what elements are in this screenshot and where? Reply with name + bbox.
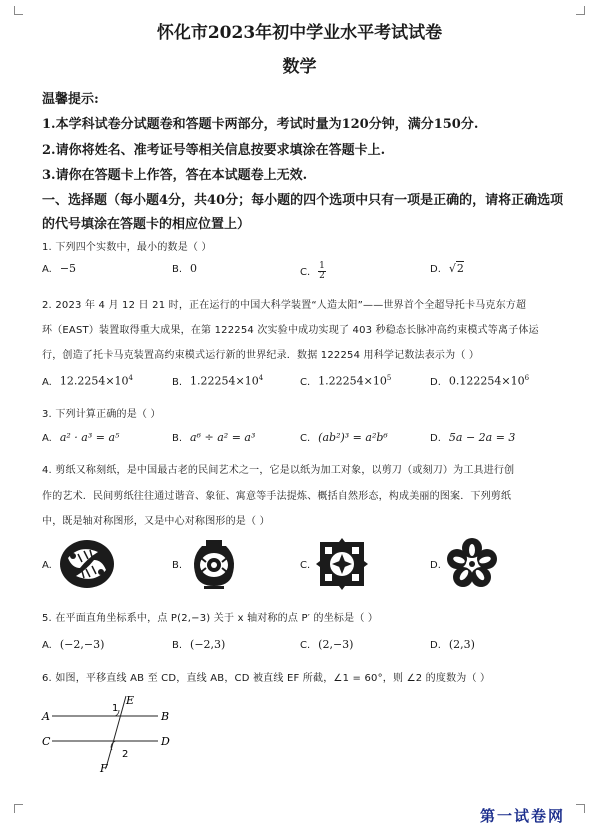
notice-item: 3.请你在答题卡上作答，答在本试题卷上无效. xyxy=(42,168,308,183)
q2-options xyxy=(42,374,561,392)
q3-option-d: D. 5a − 2a = 3 xyxy=(430,431,516,444)
q3-option-b: B. a⁶ ÷ a² = a³ xyxy=(172,431,256,444)
watermark-brand: 第一试卷网 xyxy=(479,807,565,825)
q3-stem: 3. 下列计算正确的是（ ） xyxy=(42,409,161,420)
q2-option-a: A. $12.2254\times 10^4$ xyxy=(42,374,134,388)
q1-stem: 1. 下列四个实数中，最小的数是（ ） xyxy=(42,242,212,253)
q2-option-d: D. $0.122254\times 10^6$ xyxy=(430,374,530,388)
flower-papercut-image xyxy=(446,538,498,590)
point-label-e: E xyxy=(126,694,135,707)
q6-stem: 6. 如图，平移直线 AB 至 CD，直线 AB，CD 被直线 EF 所截，∠1 = 60°，则 ∠2 的度数为（ ） xyxy=(42,673,491,684)
q5-stem: 5. 在平面直角坐标系中，点 P(2,−3) 关于 x 轴对称的点 P′ 的坐标是（ ） xyxy=(42,613,379,624)
corner-mark xyxy=(14,6,23,15)
fish-papercut-image xyxy=(58,538,116,590)
notice-item: 2.请你将姓名、准考证号等相关信息按要求填涂在答题卡上. xyxy=(42,143,386,158)
notice-heading: 温馨提示: xyxy=(42,92,99,107)
corner-mark xyxy=(576,6,585,15)
q5-option-a: A. (−2,−3) xyxy=(42,638,105,651)
vase-papercut-image xyxy=(188,538,240,590)
q1-options xyxy=(42,262,561,280)
parallel-lines-figure xyxy=(40,694,190,774)
point-label-d: D xyxy=(161,735,170,748)
q3-options xyxy=(42,431,561,449)
point-label-a: A xyxy=(42,710,50,723)
angle-2-label: 2 xyxy=(122,749,129,760)
corner-mark xyxy=(14,804,23,813)
q4-stem-line: 中，既是轴对称图形，又是中心对称图形的是（ ） xyxy=(42,516,270,527)
point-label-b: B xyxy=(161,710,170,723)
q3-option-c: C. (ab²)³ = a²b⁶ xyxy=(300,431,388,444)
notice-item: 1.本学科试卷分试题卷和答题卡两部分，考试时量为120分钟，满分150分. xyxy=(42,117,479,132)
q5-option-b: B. (−2,3) xyxy=(172,638,226,651)
q2-option-b: B. $1.22254\times 10^4$ xyxy=(172,374,264,388)
q4-stem-line: 作的艺术．民间剪纸往往通过谐音、象征、寓意等手法提炼、概括自然形态，构成美丽的图案．下列剪纸 xyxy=(42,491,512,502)
section-heading-cont: 的代号填涂在答题卡的相应位置上） xyxy=(42,217,251,232)
corner-mark xyxy=(576,804,585,813)
q4-stem-line: 4. 剪纸又称刻纸，是中国最古老的民间艺术之一，它是以纸为加工对象，以剪刀（或刻刀）为工具进行创 xyxy=(42,465,515,476)
subject-title: 数学 xyxy=(282,57,317,77)
q1-option-d: D. √2 xyxy=(430,262,464,275)
point-label-f: F xyxy=(100,762,108,774)
q5-option-d: D. (2,3) xyxy=(430,638,475,651)
q2-stem-line: 2. 2023 年 4 月 12 日 21 时，正在运行的中国大科学装置“人造太阳”——世界首个全超导托卡马克东方超 xyxy=(42,300,527,311)
point-label-c: C xyxy=(42,735,51,748)
q2-stem-line: 行，创造了托卡马克装置高约束模式运行新的世界纪录．数据 122254 用科学记数法表示为（ ） xyxy=(42,350,480,361)
q3-option-a: A. a² · a³ = a⁵ xyxy=(42,431,120,444)
q5-option-c: C. (2,−3) xyxy=(300,638,354,651)
q5-options xyxy=(42,638,561,656)
q2-option-c: C. $1.22254\times 10^5$ xyxy=(300,374,392,388)
q1-option-c: C. $\frac{1}{2}$ xyxy=(300,261,325,281)
q1-option-b: B. 0 xyxy=(172,262,198,275)
angle-1-label: 1 xyxy=(112,703,119,714)
q2-stem-line: 环（EAST）装置取得重大成果，在第 122254 次实验中成功实现了 403 秒稳态长脉冲高约束模式等离子体运 xyxy=(42,325,539,336)
q4-options: A. B. C. D. xyxy=(42,538,561,590)
section-heading: 一、选择题（每小题4分，共40分；每小题的四个选项中只有一项是正确的，请将正确选项 xyxy=(42,193,564,208)
square-papercut-image xyxy=(316,538,368,590)
q1-option-a: A. −5 xyxy=(42,262,77,275)
fraction: $\frac{1}{2}$ xyxy=(319,261,325,281)
exam-title: 怀化市2023年初中学业水平考试试卷 xyxy=(156,23,443,43)
